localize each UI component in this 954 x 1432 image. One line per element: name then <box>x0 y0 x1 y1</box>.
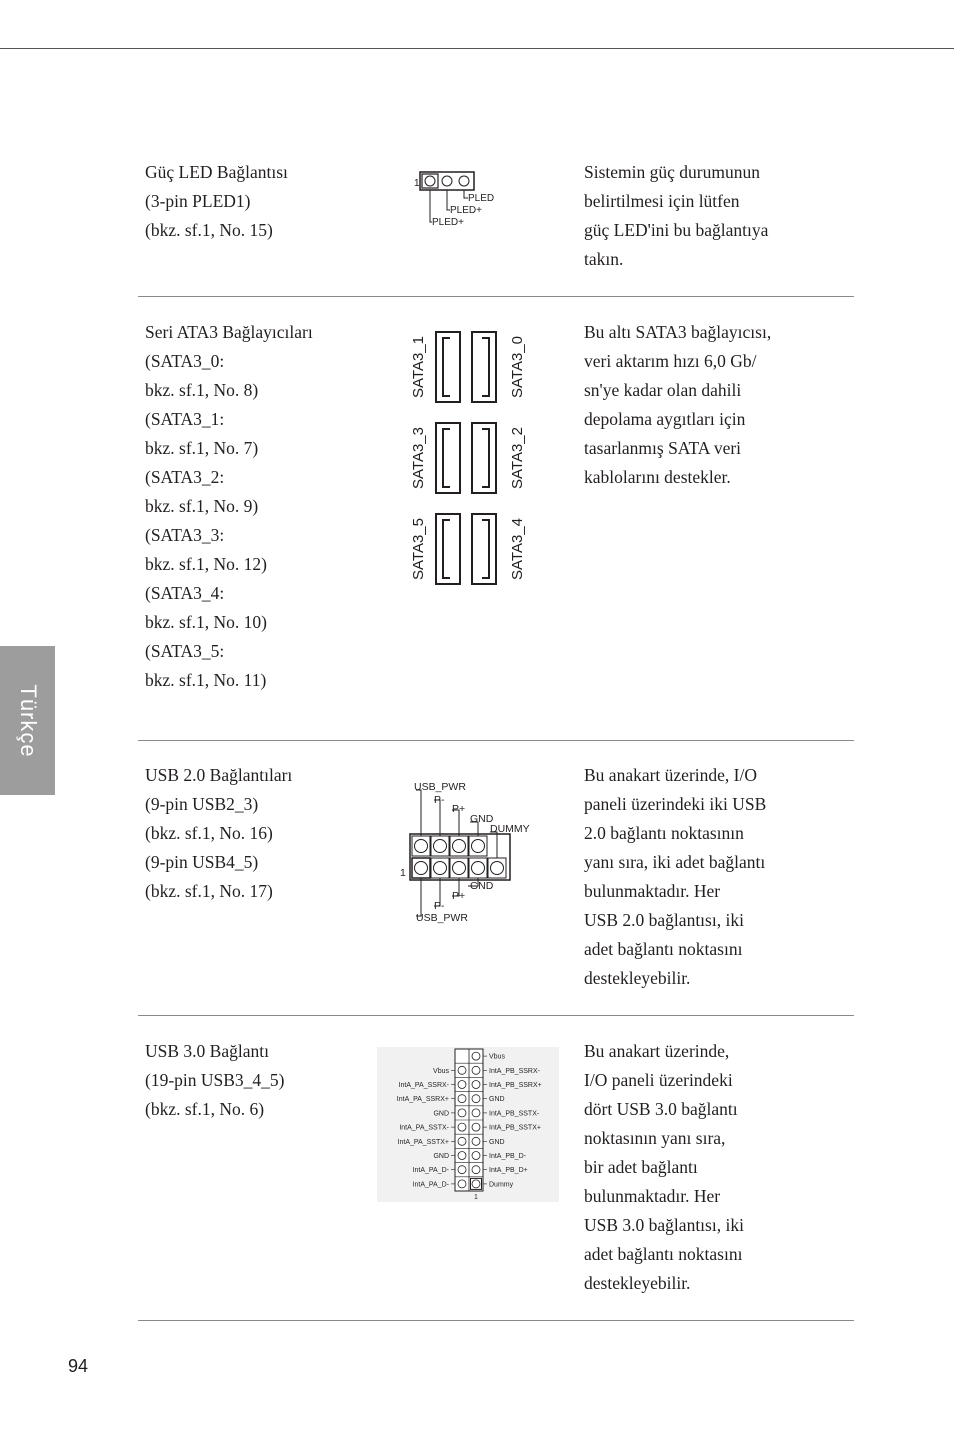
section-divider <box>138 1320 854 1321</box>
usb3-right-label: IntA_PB_D- <box>489 1153 526 1160</box>
usb2-label: GND <box>470 813 494 825</box>
usb3-desc-line: bulunmaktadır. Her <box>584 1186 721 1206</box>
usb3-desc-line: dört USB 3.0 bağlantı <box>584 1099 738 1119</box>
sata-diagram <box>400 326 535 591</box>
sata-desc-line: veri aktarım hızı 6,0 Gb/ <box>584 351 757 371</box>
usb2-label: P+ <box>452 890 466 902</box>
usb3-right-label: IntA_PB_SSRX+ <box>489 1082 542 1089</box>
usb3-title <box>145 1037 370 1124</box>
usb3-desc-line: adet bağlantı noktasını <box>584 1244 743 1264</box>
usb2-pin <box>472 862 485 875</box>
pled-pin <box>425 176 435 186</box>
sata-label: SATA3_4 <box>509 518 526 580</box>
usb2-lead <box>416 878 421 916</box>
usb2-pin <box>415 862 428 875</box>
sata-desc-line: tasarlanmış SATA veri <box>584 438 742 458</box>
usb2-pin <box>453 840 466 853</box>
usb2-lead <box>490 832 497 858</box>
usb2-label: GND <box>470 880 494 892</box>
usb2-pin <box>491 862 504 875</box>
sata-title-line: (SATA3_0: <box>145 351 225 371</box>
sata-title-line: Seri ATA3 Bağlayıcıları <box>145 322 313 342</box>
usb2-desc-line: USB 2.0 bağlantısı, iki <box>584 910 744 930</box>
usb2-pin <box>453 862 466 875</box>
usb2-desc-line: Bu anakart üzerinde, I/O <box>584 765 757 785</box>
section-divider <box>138 740 854 741</box>
usb3-right-label: IntA_PB_SSRX- <box>489 1067 540 1075</box>
usb3-left-label: IntA_PA_SSRX+ <box>396 1096 449 1104</box>
sata-label: SATA3_0 <box>509 336 526 398</box>
usb2-label: USB_PWR <box>416 912 468 924</box>
usb3-desc-line: destekleyebilir. <box>584 1273 691 1293</box>
sata-label: SATA3_3 <box>410 427 427 489</box>
usb2-description <box>584 761 809 993</box>
sata-connector-left <box>436 332 460 402</box>
usb3-right-label: GND <box>489 1096 505 1104</box>
sata-description <box>584 318 809 492</box>
usb2-desc-line: bulunmaktadır. Her <box>584 881 721 901</box>
pled-desc-line: belirtilmesi için lütfen <box>584 191 740 211</box>
sata-desc-line: kablolarını destekler. <box>584 467 731 487</box>
pled-label: PLED+ <box>450 205 482 216</box>
sata-title-line: bkz. sf.1, No. 8) <box>145 380 259 400</box>
sata-connector-right <box>472 514 496 584</box>
sata-title-line: (SATA3_5: <box>145 641 225 661</box>
usb2-title-line: USB 2.0 Bağlantıları <box>145 765 293 785</box>
sata-connector-left <box>436 514 460 584</box>
pled-label: PLED+ <box>432 217 464 228</box>
sata-title-line: (SATA3_2: <box>145 467 225 487</box>
usb2-diagram <box>396 776 542 926</box>
usb3-right-label: IntA_PB_D+ <box>489 1167 528 1175</box>
usb3-desc-line: noktasının yanı sıra, <box>584 1128 726 1148</box>
usb2-pin <box>434 862 447 875</box>
pled-description <box>584 158 809 274</box>
usb2-title-line: (9-pin USB4_5) <box>145 852 259 872</box>
pled-pin <box>459 176 469 186</box>
pled-label: PLED <box>468 193 495 204</box>
usb3-desc-line: Bu anakart üzerinde, <box>584 1041 730 1061</box>
sata-title-line: bkz. sf.1, No. 10) <box>145 612 267 632</box>
usb3-left-label: IntA_PA_SSTX+ <box>397 1138 449 1146</box>
sata-connector-right <box>472 332 496 402</box>
page-number: 94 <box>68 1356 89 1376</box>
usb3-left-label: GND <box>433 1153 449 1160</box>
section-divider <box>138 1015 854 1016</box>
usb2-pin1-label: 1 <box>400 867 406 879</box>
usb2-pin <box>415 840 428 853</box>
usb3-right-label: Vbus <box>489 1053 505 1061</box>
usb2-pin <box>434 840 447 853</box>
usb2-label: DUMMY <box>490 823 530 835</box>
usb2-label: P- <box>434 900 445 912</box>
pled-title-line: (bkz. sf.1, No. 15) <box>145 220 273 240</box>
usb2-title <box>145 761 370 906</box>
language-tab-label: Türkçe <box>15 683 41 758</box>
sata-title-line: (SATA3_4: <box>145 583 225 603</box>
pled-header <box>420 172 474 190</box>
usb3-left-label: IntA_PA_SSRX- <box>398 1082 449 1089</box>
pled-pin1-label: 1 <box>414 178 420 189</box>
usb2-desc-line: 2.0 bağlantı noktasının <box>584 823 744 843</box>
top-rule <box>0 48 954 49</box>
sata-title <box>145 318 370 695</box>
pled-title-line: (3-pin PLED1) <box>145 191 251 211</box>
usb3-title-line: USB 3.0 Bağlantı <box>145 1041 269 1061</box>
usb3-title-line: (19-pin USB3_4_5) <box>145 1070 285 1090</box>
usb3-right-label: GND <box>489 1138 505 1146</box>
sata-desc-line: sn'ye kadar olan dahili <box>584 380 742 400</box>
sata-title-line: bkz. sf.1, No. 11) <box>145 670 267 690</box>
pled-desc-line: güç LED'ini bu bağlantıya <box>584 220 769 240</box>
pled-title-line: Güç LED Bağlantısı <box>145 162 288 182</box>
usb3-desc-line: I/O paneli üzerindeki <box>584 1070 733 1090</box>
usb3-left-label: GND <box>433 1110 449 1118</box>
sata-desc-line: depolama aygıtları için <box>584 409 746 429</box>
usb2-label: P+ <box>452 803 466 815</box>
usb2-desc-line: yanı sıra, iki adet bağlantı <box>584 852 766 872</box>
sata-connector-right <box>472 423 496 493</box>
pled-desc-line: Sistemin güç durumunun <box>584 162 760 182</box>
usb2-lead <box>416 790 421 836</box>
usb3-title-line: (bkz. sf.1, No. 6) <box>145 1099 265 1119</box>
sata-label: SATA3_1 <box>410 336 427 398</box>
sata-connector-left <box>436 423 460 493</box>
usb2-label: USB_PWR <box>414 781 466 793</box>
sata-title-line: (SATA3_3: <box>145 525 225 545</box>
sata-title-line: (SATA3_1: <box>145 409 225 429</box>
usb3-left-label: IntA_PA_SSTX- <box>399 1124 449 1132</box>
usb2-title-line: (9-pin USB2_3) <box>145 794 259 814</box>
usb3-diagram <box>377 1047 559 1202</box>
usb3-desc-line: USB 3.0 bağlantısı, iki <box>584 1215 744 1235</box>
language-tab <box>0 646 55 795</box>
usb3-left-label: IntA_PA_D- <box>412 1167 449 1175</box>
sata-title-line: bkz. sf.1, No. 9) <box>145 496 259 516</box>
sata-desc-line: Bu altı SATA3 bağlayıcısı, <box>584 322 772 342</box>
pled-diagram <box>410 166 510 230</box>
pled-pin <box>442 176 452 186</box>
sata-title-line: bkz. sf.1, No. 7) <box>145 438 259 458</box>
usb3-right-label: IntA_PB_SSTX- <box>489 1110 540 1118</box>
usb3-left-label: Vbus <box>433 1067 449 1075</box>
usb2-title-line: (bkz. sf.1, No. 16) <box>145 823 273 843</box>
sata-label: SATA3_2 <box>509 427 526 489</box>
usb2-desc-line: adet bağlantı noktasını <box>584 939 743 959</box>
usb2-pin <box>472 840 485 853</box>
usb2-title-line: (bkz. sf.1, No. 17) <box>145 881 273 901</box>
usb2-desc-line: paneli üzerindeki iki USB <box>584 794 767 814</box>
pled-desc-line: takın. <box>584 249 624 269</box>
sata-title-line: bkz. sf.1, No. 12) <box>145 554 267 574</box>
usb3-left-label: IntA_PA_D- <box>412 1181 449 1189</box>
usb3-pin1-label: 1 <box>474 1194 478 1201</box>
usb3-desc-line: bir adet bağlantı <box>584 1157 698 1177</box>
usb3-right-label: IntA_PB_SSTX+ <box>489 1124 541 1132</box>
usb3-description <box>584 1037 809 1298</box>
usb2-label: P- <box>434 794 445 806</box>
section-divider <box>138 296 854 297</box>
usb3-right-label: Dummy <box>489 1181 514 1189</box>
pled-title <box>145 158 370 245</box>
usb2-desc-line: destekleyebilir. <box>584 968 691 988</box>
sata-label: SATA3_5 <box>410 518 427 580</box>
